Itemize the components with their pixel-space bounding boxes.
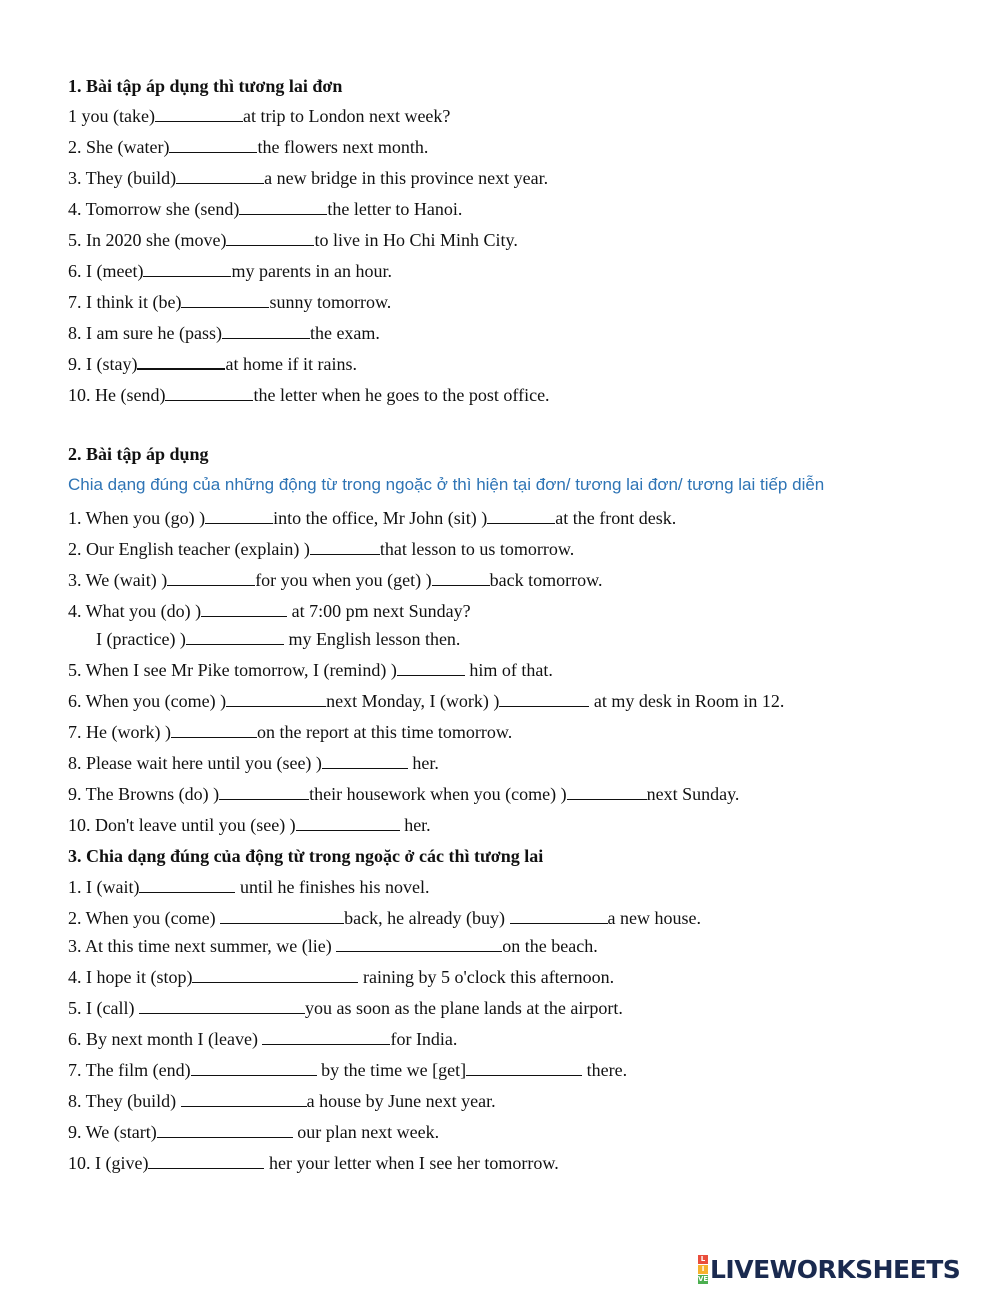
- exercise-3-item-7: 7. The film (end) by the time we [get] there.: [68, 1060, 628, 1080]
- exercise-1-item-4: 4. Tomorrow she (send) the letter to Hanoi.: [68, 199, 463, 219]
- exercise-2-item-3: 3. We (wait) ) for you when you (get) ) back tomorrow.: [68, 570, 603, 590]
- liveworksheets-logo-icon: [698, 1255, 708, 1284]
- exercise-3-item-1: 1. I (wait) until he finishes his novel.: [68, 877, 430, 897]
- answer-blank[interactable]: [205, 508, 273, 524]
- answer-blank[interactable]: [165, 385, 253, 401]
- exercise-1-item-7: 7. I think it (be) sunny tomorrow.: [68, 292, 392, 312]
- logo-tile-l: L: [698, 1255, 708, 1264]
- answer-blank[interactable]: [222, 323, 310, 339]
- section-1-heading: 1. Bài tập áp dụng thì tương lai đơn: [68, 76, 343, 96]
- answer-blank[interactable]: [567, 784, 647, 800]
- answer-blank[interactable]: [201, 601, 287, 617]
- answer-blank[interactable]: [143, 261, 231, 277]
- answer-blank[interactable]: [466, 1060, 582, 1076]
- answer-blank[interactable]: [167, 570, 255, 586]
- exercise-2-item-4b: I (practice) ) my English lesson then.: [96, 629, 461, 649]
- answer-blank[interactable]: [148, 1153, 264, 1169]
- exercise-3-item-8: 8. They (build) a house by June next year.: [68, 1091, 496, 1111]
- answer-blank[interactable]: [139, 877, 235, 893]
- exercise-2-item-9: 9. The Browns (do) ) their housework when you (come) ) next Sunday.: [68, 784, 740, 804]
- exercise-3-item-6: 6. By next month I (leave) for India.: [68, 1029, 458, 1049]
- exercise-1-item-10: 10. He (send) the letter when he goes to the post office.: [68, 385, 550, 405]
- exercise-1-item-6: 6. I (meet) my parents in an hour.: [68, 261, 392, 281]
- exercise-3-item-9: 9. We (start) our plan next week.: [68, 1122, 440, 1142]
- exercise-3-item-3: 3. At this time next summer, we (lie) on the beach.: [68, 936, 598, 956]
- answer-blank[interactable]: [137, 353, 225, 370]
- exercise-2-item-6: 6. When you (come) ) next Monday, I (work) ) at my desk in Room in 12.: [68, 691, 785, 711]
- answer-blank[interactable]: [192, 967, 358, 983]
- exercise-1-item-9: 9. I (stay) at home if it rains.: [68, 354, 357, 374]
- answer-blank[interactable]: [262, 1029, 390, 1045]
- exercise-3-item-5: 5. I (call) you as soon as the plane lands at the airport.: [68, 998, 623, 1018]
- exercise-1-item-3: 3. They (build) a new bridge in this province next year.: [68, 168, 549, 188]
- answer-blank[interactable]: [322, 753, 408, 769]
- exercise-1-item-2: 2. She (water) the flowers next month.: [68, 137, 429, 157]
- exercise-3-item-2: 2. When you (come) back, he already (buy) a new house.: [68, 908, 702, 928]
- answer-blank[interactable]: [397, 660, 465, 676]
- answer-blank[interactable]: [186, 629, 284, 645]
- answer-blank[interactable]: [157, 1122, 293, 1138]
- liveworksheets-logo-text: LIVEWORKSHEETS: [710, 1254, 961, 1284]
- section-2-heading: 2. Bài tập áp dụng: [68, 444, 209, 464]
- answer-blank[interactable]: [171, 722, 257, 738]
- exercise-3-item-10: 10. I (give) her your letter when I see her tomorrow.: [68, 1153, 559, 1173]
- answer-blank[interactable]: [296, 815, 400, 831]
- answer-blank[interactable]: [155, 106, 243, 122]
- exercise-2-item-7: 7. He (work) ) on the report at this time tomorrow.: [68, 722, 513, 742]
- exercise-3-item-4: 4. I hope it (stop) raining by 5 o'clock this afternoon.: [68, 967, 615, 987]
- section-3-heading: 3. Chia dạng đúng của động từ trong ngoặc ở các thì tương lai: [68, 846, 544, 866]
- exercise-1-item-8: 8. I am sure he (pass) the exam.: [68, 323, 380, 343]
- exercise-2-item-8: 8. Please wait here until you (see) ) her.: [68, 753, 439, 773]
- answer-blank[interactable]: [487, 508, 555, 524]
- answer-blank[interactable]: [139, 998, 305, 1014]
- answer-blank[interactable]: [219, 784, 309, 800]
- answer-blank[interactable]: [181, 292, 269, 308]
- answer-blank[interactable]: [181, 1091, 307, 1107]
- exercise-2-item-2: 2. Our English teacher (explain) ) that lesson to us tomorrow.: [68, 539, 575, 559]
- exercise-2-item-4: 4. What you (do) ) at 7:00 pm next Sunday?: [68, 601, 471, 621]
- exercise-2-item-1: 1. When you (go) ) into the office, Mr John (sit) ) at the front desk.: [68, 508, 677, 528]
- answer-blank[interactable]: [239, 199, 327, 215]
- section-2-instruction: Chia dạng đúng của những động từ trong ngoặc ở thì hiện tại đơn/ tương lai đơn/ tương lai tiếp diễn: [68, 475, 825, 494]
- exercise-2-item-10: 10. Don't leave until you (see) ) her.: [68, 815, 431, 835]
- logo-tile-ve: VE: [698, 1274, 709, 1283]
- logo-tile-i: I: [698, 1265, 708, 1274]
- answer-blank[interactable]: [226, 691, 326, 707]
- answer-blank[interactable]: [226, 230, 314, 246]
- answer-blank[interactable]: [169, 137, 257, 153]
- liveworksheets-logo: [698, 1255, 960, 1283]
- answer-blank[interactable]: [176, 168, 264, 184]
- exercise-2-item-5: 5. When I see Mr Pike tomorrow, I (remind) ) him of that.: [68, 660, 553, 680]
- answer-blank[interactable]: [510, 908, 608, 924]
- answer-blank[interactable]: [191, 1060, 317, 1076]
- answer-blank[interactable]: [310, 539, 380, 555]
- exercise-1-item-1: 1 you (take) at trip to London next week?: [68, 106, 451, 126]
- answer-blank[interactable]: [220, 908, 344, 924]
- answer-blank[interactable]: [432, 570, 490, 586]
- exercise-1-item-5: 5. In 2020 she (move) to live in Ho Chi Minh City.: [68, 230, 518, 250]
- answer-blank[interactable]: [336, 936, 502, 952]
- answer-blank[interactable]: [499, 691, 589, 707]
